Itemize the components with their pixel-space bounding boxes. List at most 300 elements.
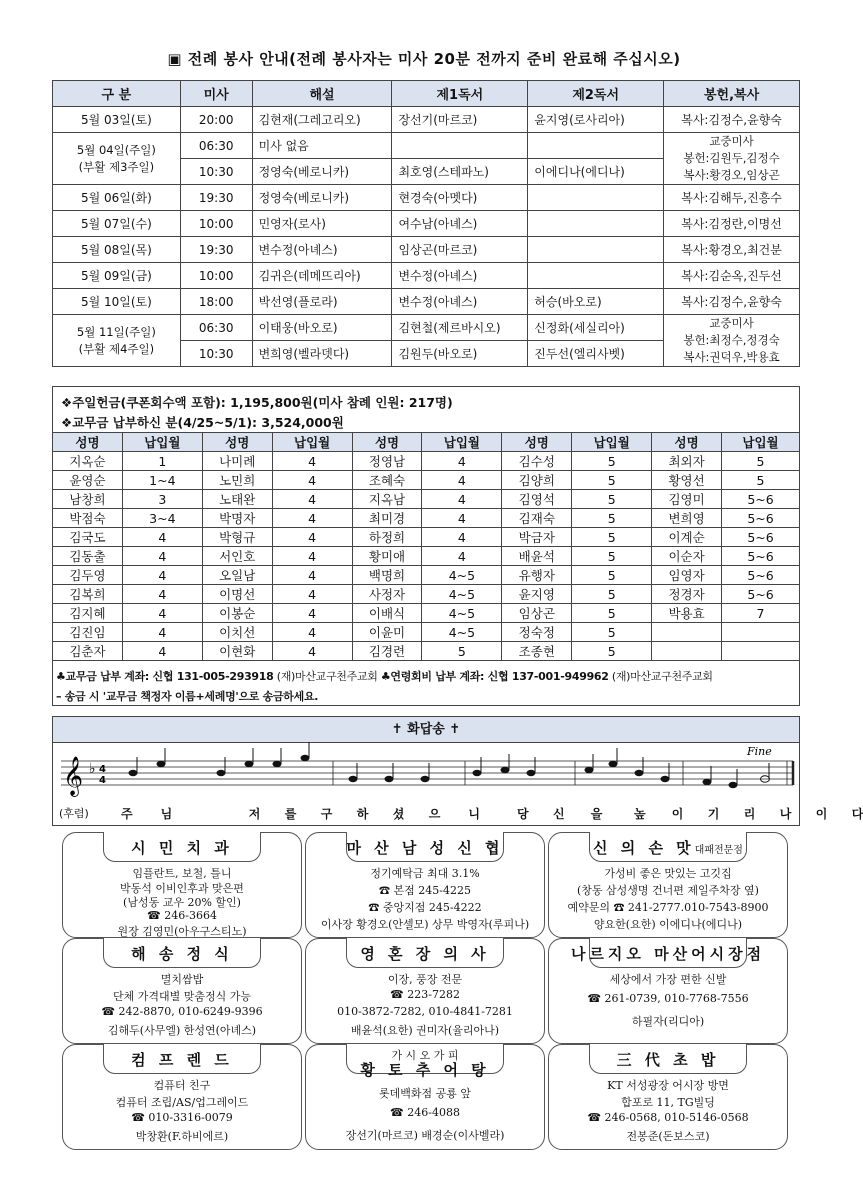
note-head xyxy=(501,767,510,773)
ad-line: 김해두(사무엘) 한성연(아녜스) xyxy=(107,1024,257,1037)
commentator-cell: 변희영(벨라뎃다) xyxy=(252,341,392,367)
ad-line: ☎ 261-0739, 010-7768-7556 xyxy=(587,992,749,1005)
paid-months: 5 xyxy=(572,490,652,509)
ad-line: 배윤석(요한) 권미자(율리아나) xyxy=(350,1024,500,1037)
member-name: 김춘자 xyxy=(53,642,123,661)
date-text: 5월 04일(주일) xyxy=(76,142,156,157)
dues-table xyxy=(52,432,800,661)
server-cell xyxy=(664,133,800,185)
member-name: 김영석 xyxy=(502,490,572,509)
member-name: 이계순 xyxy=(652,528,722,547)
schedule-row xyxy=(53,289,800,315)
dues-row xyxy=(53,509,800,528)
member-name: 정경자 xyxy=(652,585,722,604)
dues-row xyxy=(53,528,800,547)
ad-line: 합포로 11, TG빌딩 xyxy=(621,1096,715,1109)
ad-line: 롯데백화점 공룡 앞 xyxy=(378,1087,471,1100)
lyric-syllable: 을 xyxy=(590,807,603,821)
paid-months: 4 xyxy=(122,528,202,547)
schedule-row xyxy=(53,185,800,211)
lyric-syllable: 셨 xyxy=(392,807,405,821)
commentator-cell: 민영자(로사) xyxy=(252,211,392,237)
ad-line: 이사장 황경오(안셀모) 상무 박영자(루피나) xyxy=(320,918,530,931)
ad-card xyxy=(305,938,545,1044)
dues-row xyxy=(53,566,800,585)
time-cell: 06:30 xyxy=(180,133,252,159)
reading2-cell: 윤지영(로사리아) xyxy=(528,107,664,133)
time-cell: 10:00 xyxy=(180,211,252,237)
ad-line: 하필자(리디아) xyxy=(631,1015,705,1028)
schedule-row xyxy=(53,237,800,263)
ad-line: ☎ 중앙지점 245-4222 xyxy=(368,901,482,914)
paid-months: 5 xyxy=(572,547,652,566)
member-name: 이순자 xyxy=(652,547,722,566)
date-cell: 5월 03일(토) xyxy=(53,107,181,133)
time-cell: 19:30 xyxy=(180,185,252,211)
dues-col-header: 성명 xyxy=(502,433,572,452)
reading1-cell: 김원두(바오로) xyxy=(392,341,528,367)
ad-name-text: 황 토 추 어 탕 xyxy=(360,1061,490,1079)
paid-months: 5 xyxy=(572,528,652,547)
dues-row xyxy=(53,604,800,623)
ad-card xyxy=(548,938,788,1044)
member-name: 김두영 xyxy=(53,566,123,585)
ad-line: ☎ 246-4088 xyxy=(390,1106,460,1119)
lyric-syllable: 구 xyxy=(320,807,333,821)
col-header: 미사 xyxy=(180,81,252,107)
note-head xyxy=(703,779,712,785)
member-name: 임영자 xyxy=(652,566,722,585)
ad-line: ☎ 246-3664 xyxy=(147,908,217,922)
note-head xyxy=(421,776,430,782)
dues-col-header: 납입월 xyxy=(122,433,202,452)
date-cell xyxy=(53,315,181,367)
ad-name-text: 시 민 치 과 xyxy=(131,839,233,857)
server-line: 봉헌:최정수,정경숙 xyxy=(683,333,780,347)
member-name: 김복희 xyxy=(53,585,123,604)
ad-line: 예약문의 ☎ 241-2777.010-7543-8900 xyxy=(567,901,769,914)
member-name: 남창희 xyxy=(53,490,123,509)
offering-summary: ❖주일헌금(쿠폰회수액 포함): 1,195,800원(미사 참례 인원: 217명) xyxy=(61,395,453,410)
note-head xyxy=(527,770,536,776)
flat-icon: ♭ xyxy=(89,761,96,777)
date-cell: 5월 09일(금) xyxy=(53,263,181,289)
ad-line: 양요한(요한) 이에디나(에디나) xyxy=(593,918,743,931)
member-name: 박점숙 xyxy=(53,509,123,528)
col-header: 제1독서 xyxy=(392,81,528,107)
music-staff xyxy=(53,743,799,803)
lyric-syllable: 으 xyxy=(428,807,441,821)
psalm-title: ✝ 화답송 ✝ xyxy=(53,717,799,743)
ad-tag: 대패전문점 xyxy=(694,845,743,856)
time-signature: 4 xyxy=(99,775,106,786)
paid-months: 4 xyxy=(272,566,352,585)
lyric-syllable: 나 xyxy=(779,807,792,821)
ad-line: ☎ 223-7282 xyxy=(390,988,460,1001)
paid-months: 4 xyxy=(272,452,352,471)
reading1-cell: 임상곤(마르코) xyxy=(392,237,528,263)
account-holder: (재)마산교구천주교회 xyxy=(273,670,381,683)
date-cell: 5월 10일(토) xyxy=(53,289,181,315)
date-text: 5월 11일(주일) xyxy=(76,324,156,339)
lyric-syllable: 저 xyxy=(248,807,261,821)
ad-line: ☎ 010-3316-0079 xyxy=(131,1111,233,1124)
member-name: 최미경 xyxy=(352,509,422,528)
fine-mark: Fine xyxy=(747,745,772,758)
reading1-cell: 여수남(아녜스) xyxy=(392,211,528,237)
reading1-cell: 변수정(아녜스) xyxy=(392,263,528,289)
member-name: 나미례 xyxy=(202,452,272,471)
ad-line: 세상에서 가장 편한 신발 xyxy=(609,973,727,986)
memorial-account: ♣연령회비 납부 계좌: 신협 137-001-949962 xyxy=(380,670,609,683)
ad-name xyxy=(63,943,301,964)
schedule-row xyxy=(53,315,800,341)
ad-name xyxy=(306,943,544,964)
commentator-cell: 정영숙(베로니카) xyxy=(252,159,392,185)
ad-name xyxy=(306,837,544,858)
member-name: 사정자 xyxy=(352,585,422,604)
reading2-cell: 허승(바오로) xyxy=(528,289,664,315)
reading2-cell xyxy=(528,237,664,263)
ad-card xyxy=(62,938,302,1044)
member-name: 김경련 xyxy=(352,642,422,661)
note-head xyxy=(585,767,594,773)
reading2-cell xyxy=(528,185,664,211)
server-cell: 복사:김순옥,진두선 xyxy=(664,263,800,289)
lyric-syllable: 리 xyxy=(743,807,756,821)
col-header: 해설 xyxy=(252,81,392,107)
member-name: 조종현 xyxy=(502,642,572,661)
dues-col-header: 성명 xyxy=(352,433,422,452)
ad-name-text: 마 산 남 성 신 협 xyxy=(346,839,504,857)
server-cell: 복사:김해두,진흥수 xyxy=(664,185,800,211)
paid-months: 5 xyxy=(572,585,652,604)
member-name: 임상곤 xyxy=(502,604,572,623)
dues-col-header: 성명 xyxy=(202,433,272,452)
ad-line: KT 서성광장 어시장 방면 xyxy=(607,1079,729,1092)
commentator-cell: 변수정(아녜스) xyxy=(252,237,392,263)
server-line: 복사:권덕우,박용효 xyxy=(683,350,780,364)
ad-pretitle: 가 시 오 가 피 xyxy=(391,1049,459,1062)
schedule-row xyxy=(53,263,800,289)
member-name: 이배식 xyxy=(352,604,422,623)
paid-months: 5~6 xyxy=(722,566,800,585)
ad-card xyxy=(305,1044,545,1150)
paid-months: 1~4 xyxy=(122,471,202,490)
lyric-syllable: 당 xyxy=(517,807,529,821)
paid-months: 7 xyxy=(722,604,800,623)
paid-months: 4 xyxy=(272,604,352,623)
ad-line: ☎ 본점 245-4225 xyxy=(379,884,471,897)
note-head xyxy=(129,770,138,776)
reading1-cell: 변수정(아녜스) xyxy=(392,289,528,315)
ad-name xyxy=(549,837,787,858)
member-name: 김진임 xyxy=(53,623,123,642)
note-head xyxy=(729,782,738,788)
member-name: 김수성 xyxy=(502,452,572,471)
ad-name xyxy=(63,1049,301,1070)
note-head xyxy=(157,761,166,767)
col-header: 구 분 xyxy=(53,81,181,107)
paid-months: 5~6 xyxy=(722,547,800,566)
commentator-cell: 박선영(플로라) xyxy=(252,289,392,315)
ad-line: 정기예탁금 최대 3.1% xyxy=(370,867,480,880)
paid-months: 4 xyxy=(122,623,202,642)
lyric-syllable: 니 xyxy=(468,807,480,821)
member-name: 조혜숙 xyxy=(352,471,422,490)
server-cell xyxy=(664,315,800,367)
paid-months: 4 xyxy=(272,471,352,490)
lyric-syllable: 높 xyxy=(634,807,646,821)
member-name: 백명희 xyxy=(352,566,422,585)
ad-line: 임플란트, 보철, 틀니 xyxy=(132,867,232,880)
ad-card xyxy=(62,1044,302,1150)
note-head xyxy=(349,776,358,782)
member-name: 노민희 xyxy=(202,471,272,490)
member-name: 배윤석 xyxy=(502,547,572,566)
paid-months: 4 xyxy=(272,642,352,661)
member-name: 서인호 xyxy=(202,547,272,566)
member-name: 김지혜 xyxy=(53,604,123,623)
ad-line: 전봉준(돈보스코) xyxy=(626,1130,710,1143)
paid-months xyxy=(722,642,800,661)
paid-months: 4 xyxy=(122,642,202,661)
server-cell: 복사:김정란,이명선 xyxy=(664,211,800,237)
ad-line: 멸치쌈밥 xyxy=(160,973,204,986)
ad-name-text: 컴 프 렌 드 xyxy=(131,1051,233,1069)
account-info xyxy=(56,668,713,684)
commentator-cell: 이태웅(바오로) xyxy=(252,315,392,341)
time-cell: 10:00 xyxy=(180,263,252,289)
member-name: 김국도 xyxy=(53,528,123,547)
member-name: 이봉순 xyxy=(202,604,272,623)
note-head xyxy=(473,770,482,776)
dues-row xyxy=(53,490,800,509)
reading1-cell: 김현철(제르바시오) xyxy=(392,315,528,341)
server-line: 교중미사 xyxy=(709,316,754,330)
ad-card xyxy=(62,832,302,938)
ad-name-text: 해 송 정 식 xyxy=(131,945,233,963)
note-head xyxy=(609,761,618,767)
paid-months: 4~5 xyxy=(422,585,502,604)
ad-name-text: 신 의 손 맛 xyxy=(593,839,695,857)
date-cell: 5월 08일(목) xyxy=(53,237,181,263)
dues-header-row xyxy=(53,433,800,452)
dues-col-header: 납입월 xyxy=(272,433,352,452)
member-name: 노태완 xyxy=(202,490,272,509)
server-cell: 복사:김정수,윤향숙 xyxy=(664,289,800,315)
music-notes xyxy=(129,742,770,788)
lyric-syllable: 님 xyxy=(160,807,173,821)
ad-line: 가성비 좋은 맛있는 고깃집 xyxy=(604,867,732,880)
member-name: 박형규 xyxy=(202,528,272,547)
date-cell xyxy=(53,133,181,185)
server-line: 복사:황경오,임상곤 xyxy=(683,168,780,182)
member-name: 이치선 xyxy=(202,623,272,642)
reading1-cell: 최호영(스테파노) xyxy=(392,159,528,185)
time-cell: 18:00 xyxy=(180,289,252,315)
dues-row xyxy=(53,452,800,471)
paid-months: 4 xyxy=(122,547,202,566)
paid-months: 4~5 xyxy=(422,566,502,585)
reading1-cell: 장선기(마르코) xyxy=(392,107,528,133)
date-cell: 5월 07일(수) xyxy=(53,211,181,237)
member-name: 박명자 xyxy=(202,509,272,528)
ad-line: ☎ 246-0568, 010-5146-0568 xyxy=(587,1111,749,1124)
ad-name-text: 三 代 초 밥 xyxy=(616,1051,720,1069)
paid-months: 4 xyxy=(422,452,502,471)
reading2-cell xyxy=(528,133,664,159)
member-name: 윤영순 xyxy=(53,471,123,490)
member-name: 최외자 xyxy=(652,452,722,471)
responsorial-psalm xyxy=(52,716,863,826)
commentator-cell: 김현재(그레고리오) xyxy=(252,107,392,133)
note-head xyxy=(385,776,394,782)
dues-col-header: 납입월 xyxy=(722,433,800,452)
ad-card xyxy=(548,1044,788,1150)
paid-months: 5 xyxy=(572,452,652,471)
dues-row xyxy=(53,623,800,642)
member-name: 황미애 xyxy=(352,547,422,566)
paid-months: 4 xyxy=(272,528,352,547)
member-name: 김동출 xyxy=(53,547,123,566)
dues-row xyxy=(53,471,800,490)
lyric-syllable: 하 xyxy=(356,807,369,821)
member-name: 지옥순 xyxy=(53,452,123,471)
server-line: 봉헌:김원두,김정수 xyxy=(683,151,780,165)
paid-months: 4 xyxy=(122,585,202,604)
member-name: 김양희 xyxy=(502,471,572,490)
member-name: 윤지영 xyxy=(502,585,572,604)
paid-months: 5 xyxy=(572,623,652,642)
server-line: 교중미사 xyxy=(709,134,754,148)
ad-line: 단체 가격대별 맞춤정식 가능 xyxy=(112,990,251,1003)
date-subtext: (부활 제4주일) xyxy=(78,341,155,356)
ad-name xyxy=(306,1059,544,1080)
ad-name-text: 나르지오 마산어시장점 xyxy=(570,945,766,963)
ad-line: 원장 김영민(아우구스티노) xyxy=(117,925,247,938)
member-name: 오일남 xyxy=(202,566,272,585)
member-name xyxy=(652,623,722,642)
member-name: 이명선 xyxy=(202,585,272,604)
paid-months: 3 xyxy=(122,490,202,509)
paid-months: 5 xyxy=(572,509,652,528)
ad-name-text: 영 혼 장 의 사 xyxy=(360,945,490,963)
paid-months: 4~5 xyxy=(422,623,502,642)
treble-clef-icon: 𝄞 xyxy=(63,756,84,796)
ad-line: 박동석 이비인후과 맞은편 xyxy=(120,881,244,895)
member-name: 변희영 xyxy=(652,509,722,528)
reading2-cell: 진두선(엘리사벳) xyxy=(528,341,664,367)
lyric-syllable: 이 xyxy=(815,807,828,821)
col-header: 제2독서 xyxy=(528,81,664,107)
liturgy-schedule-table xyxy=(52,80,800,367)
ad-line: 장선기(마르코) 배경순(이사벨라) xyxy=(345,1129,505,1142)
dues-col-header: 성명 xyxy=(53,433,123,452)
paid-months: 4 xyxy=(422,490,502,509)
ad-line: (남성동 교우 20% 할인) xyxy=(123,896,241,909)
dues-summary: ❖교무금 납부하신 분(4/25~5/1): 3,524,000원 xyxy=(61,415,344,430)
dues-col-header: 납입월 xyxy=(572,433,652,452)
paid-months: 4 xyxy=(422,547,502,566)
ad-card xyxy=(305,832,545,938)
schedule-row xyxy=(53,211,800,237)
note-head xyxy=(301,755,310,761)
time-signature: 4 xyxy=(99,764,106,775)
note-head xyxy=(273,761,282,767)
commentator-cell: 김귀은(데메뜨리아) xyxy=(252,263,392,289)
member-name xyxy=(652,642,722,661)
dues-row xyxy=(53,547,800,566)
paid-months: 4 xyxy=(422,528,502,547)
paid-months: 5 xyxy=(572,642,652,661)
ad-name xyxy=(63,837,301,858)
member-name: 이윤미 xyxy=(352,623,422,642)
schedule-header-row xyxy=(53,81,800,107)
member-name: 김재숙 xyxy=(502,509,572,528)
ad-line: 컴퓨터 조립/AS/업그레이드 xyxy=(115,1096,249,1109)
lyric-syllable: 신 xyxy=(553,807,565,821)
date-subtext: (부활 제3주일) xyxy=(78,159,155,174)
paid-months: 4 xyxy=(272,490,352,509)
paid-months: 5~6 xyxy=(722,490,800,509)
dues-col-header: 납입월 xyxy=(422,433,502,452)
account-holder: (재)마산교구천주교회 xyxy=(608,670,713,683)
date-cell: 5월 06일(화) xyxy=(53,185,181,211)
time-cell: 06:30 xyxy=(180,315,252,341)
member-name: 정숙정 xyxy=(502,623,572,642)
member-name: 유행자 xyxy=(502,566,572,585)
commentator-cell: 미사 없음 xyxy=(252,133,392,159)
note-head xyxy=(635,770,644,776)
ad-line: 컴퓨터 친구 xyxy=(153,1079,211,1092)
paid-months: 1 xyxy=(122,452,202,471)
commentator-cell: 정영숙(베로니카) xyxy=(252,185,392,211)
ad-line: ☎ 242-8870, 010-6249-9396 xyxy=(101,1005,263,1018)
schedule-row xyxy=(53,107,800,133)
col-header: 봉헌,복사 xyxy=(664,81,800,107)
paid-months: 5~6 xyxy=(722,528,800,547)
ad-name xyxy=(549,943,787,964)
paid-months: 5 xyxy=(722,452,800,471)
paid-months: 5 xyxy=(422,642,502,661)
member-name: 박용효 xyxy=(652,604,722,623)
dues-row xyxy=(53,585,800,604)
reading1-cell: 현경숙(아멧다) xyxy=(392,185,528,211)
paid-months: 4 xyxy=(272,509,352,528)
paid-months: 4 xyxy=(422,509,502,528)
dues-account: ♣교무금 납부 계좌: 신협 131-005-293918 xyxy=(56,670,274,683)
member-name: 김영미 xyxy=(652,490,722,509)
paid-months: 4 xyxy=(122,566,202,585)
member-name: 지옥남 xyxy=(352,490,422,509)
lyric-syllable: 기 xyxy=(707,807,720,821)
lyric-syllable: 를 xyxy=(284,807,297,821)
member-name: 이현화 xyxy=(202,642,272,661)
paid-months: 5 xyxy=(572,471,652,490)
schedule-row xyxy=(53,133,800,159)
reading2-cell: 신정화(세실리아) xyxy=(528,315,664,341)
paid-months: 5~6 xyxy=(722,585,800,604)
transfer-note: – 송금 시 '교무금 책정자 이름+세례명'으로 송금하세요. xyxy=(56,690,319,703)
paid-months: 5 xyxy=(572,566,652,585)
paid-months: 5~6 xyxy=(722,509,800,528)
reading2-cell: 이에디나(에디나) xyxy=(528,159,664,185)
time-cell: 10:30 xyxy=(180,341,252,367)
note-head xyxy=(245,761,254,767)
page-title: ▣ 전례 봉사 안내(전례 봉사자는 미사 20분 전까지 준비 완료해 주십시오) xyxy=(167,50,681,68)
paid-months: 4 xyxy=(272,623,352,642)
